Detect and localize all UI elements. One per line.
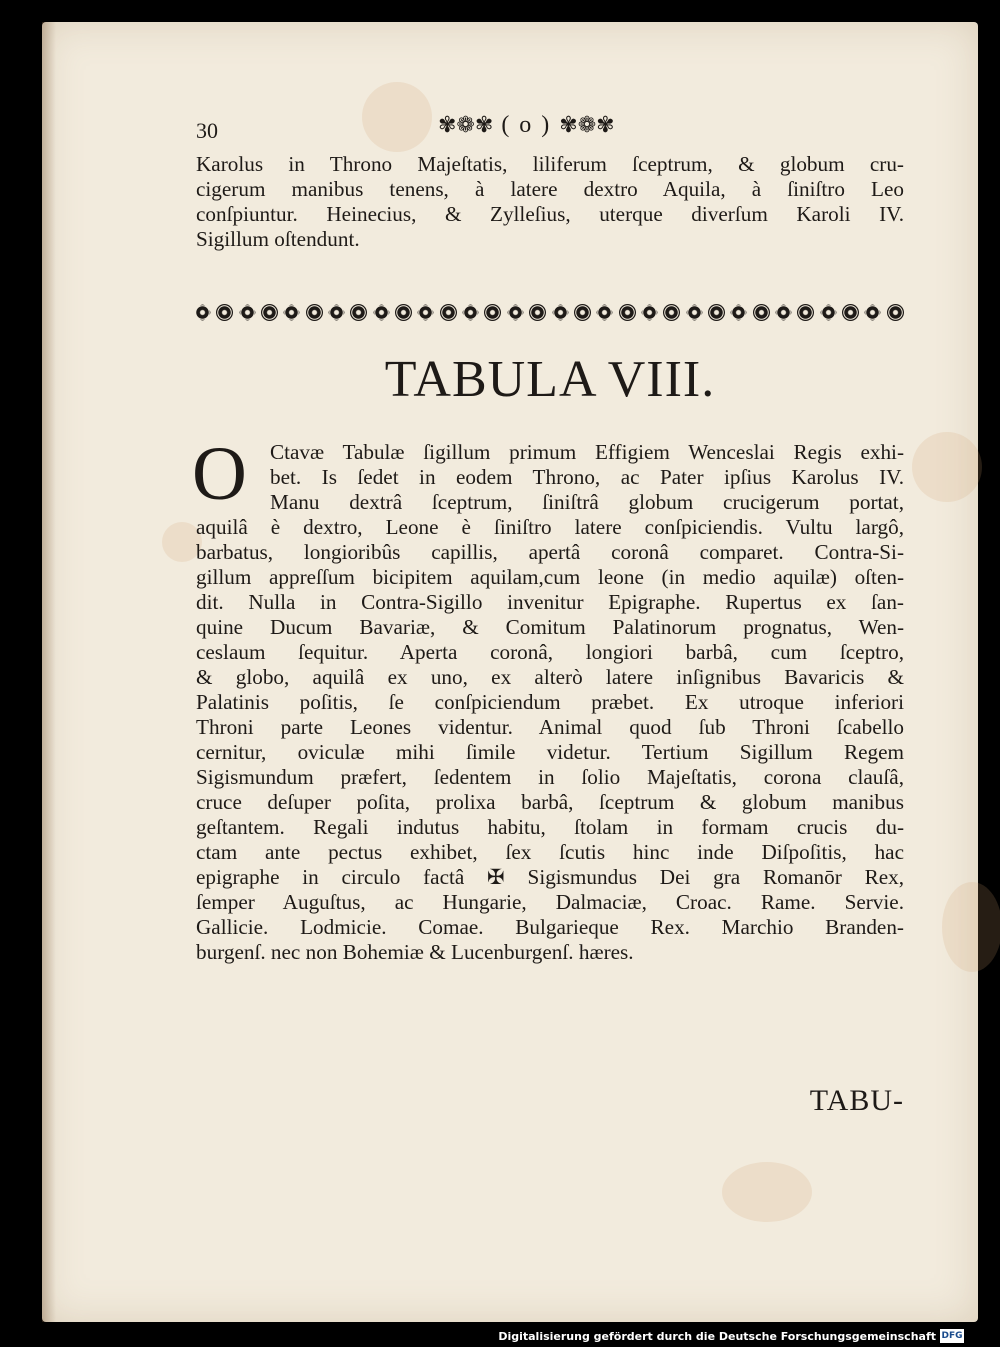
text-line: ceslaum ſequitur. Aperta coronâ, longiori barbâ, cum ſceptro, <box>196 640 904 664</box>
text-line: Ctavæ Tabulæ ſigillum primum Effigiem Wenceslai Regis exhi- <box>270 440 904 464</box>
fleuron-right-icon: ✾❁✾ <box>559 112 615 137</box>
catchword: TABU- <box>809 1084 904 1117</box>
text-line: Karolus in Throno Majeſtatis, liliferum ſceptrum, & globum cru- <box>196 152 904 176</box>
section-title: TABULA VIII. <box>384 351 716 408</box>
text-line: epigraphe in circulo factâ ✠ Sigismundus Dei gra Romanōr Rex, <box>196 865 904 889</box>
text-line: burgenſ. nec non Bohemiæ & Lucenburgenſ. hæres. <box>196 940 634 964</box>
running-head <box>438 112 615 139</box>
intro-paragraph <box>196 152 904 252</box>
text-line: conſpiuntur. Heinecius, & Zylleſius, uterque diverſum Karoli IV. <box>196 202 904 226</box>
text-line: Gallicie. Lodmicie. Comae. Bulgarieque Rex. Marchio Branden- <box>196 915 904 939</box>
text-line: cernitur, oviculæ mihi ſimile videtur. Tertium Sigillum Regem <box>196 740 904 764</box>
drop-cap: O <box>192 432 247 516</box>
fleuron-left-icon: ✾❁✾ <box>438 112 494 137</box>
text-line: aquilâ è dextro, Leone è ſiniſtro latere conſpiciendis. Vultu largô, <box>196 515 904 539</box>
text-line: quine Ducum Bavariæ, & Comitum Palatinorum prognatus, Wen- <box>196 615 904 639</box>
text-line: bet. Is ſedet in eodem Throno, ac Pater ipſius Karolus IV. <box>270 465 904 489</box>
text-line: Manu dextrâ ſceptrum, ſiniſtrâ globum crucigerum portat, <box>270 490 904 514</box>
body-paragraph <box>196 440 904 965</box>
running-head-text: ( o ) <box>501 112 552 138</box>
text-line: cigerum manibus tenens, à latere dextro Aquila, à ſiniſtro Leo <box>196 177 904 201</box>
text-line: Sigillum oſtendunt. <box>196 227 360 251</box>
credit-text: Digitalisierung gefördert durch die Deutsche Forschungsgemeinschaft <box>498 1329 936 1343</box>
text-line: & globo, aquilâ ex uno, ex alterò latere inſignibus Bavaricis & <box>196 665 904 689</box>
text-line: geſtantem. Regali indutus habitu, ſtolam in formam crucis du- <box>196 815 904 839</box>
digitization-credit <box>498 1329 964 1343</box>
text-line: Throni parte Leones videntur. Animal quod ſub Throni ſcabello <box>196 715 904 739</box>
ornament-band-icon <box>196 298 904 326</box>
text-line: ctam ante pectus exhibet, ſex ſcutis hinc inde Diſpoſitis, hac <box>196 840 904 864</box>
page-number: 30 <box>196 118 218 143</box>
text-line: dit. Nulla in Contra-Sigillo invenitur Epigraphe. Rupertus ex ſan- <box>196 590 904 614</box>
dfg-logo-icon: DFG <box>941 1331 963 1341</box>
text-line: ſemper Auguſtus, ac Hungarie, Dalmaciæ, Croac. Rame. Servie. <box>196 890 904 914</box>
text-line: Sigismundum præfert, ſedentem in ſolio Majeſtatis, corona clauſâ, <box>196 765 904 789</box>
text-line: cruce deſuper poſita, prolixa barbâ, ſceptrum & globum manibus <box>196 790 904 814</box>
text-line: gillum appreſſum bicipitem aquilam,cum leone (in medio aquilæ) oſten- <box>196 565 904 589</box>
text-line: Palatinis poſitis, ſe conſpiciendum præbet. Ex utroque inferiori <box>196 690 904 714</box>
text-line: barbatus, longioribûs capillis, apertâ coronâ comparet. Contra-Si- <box>196 540 904 564</box>
